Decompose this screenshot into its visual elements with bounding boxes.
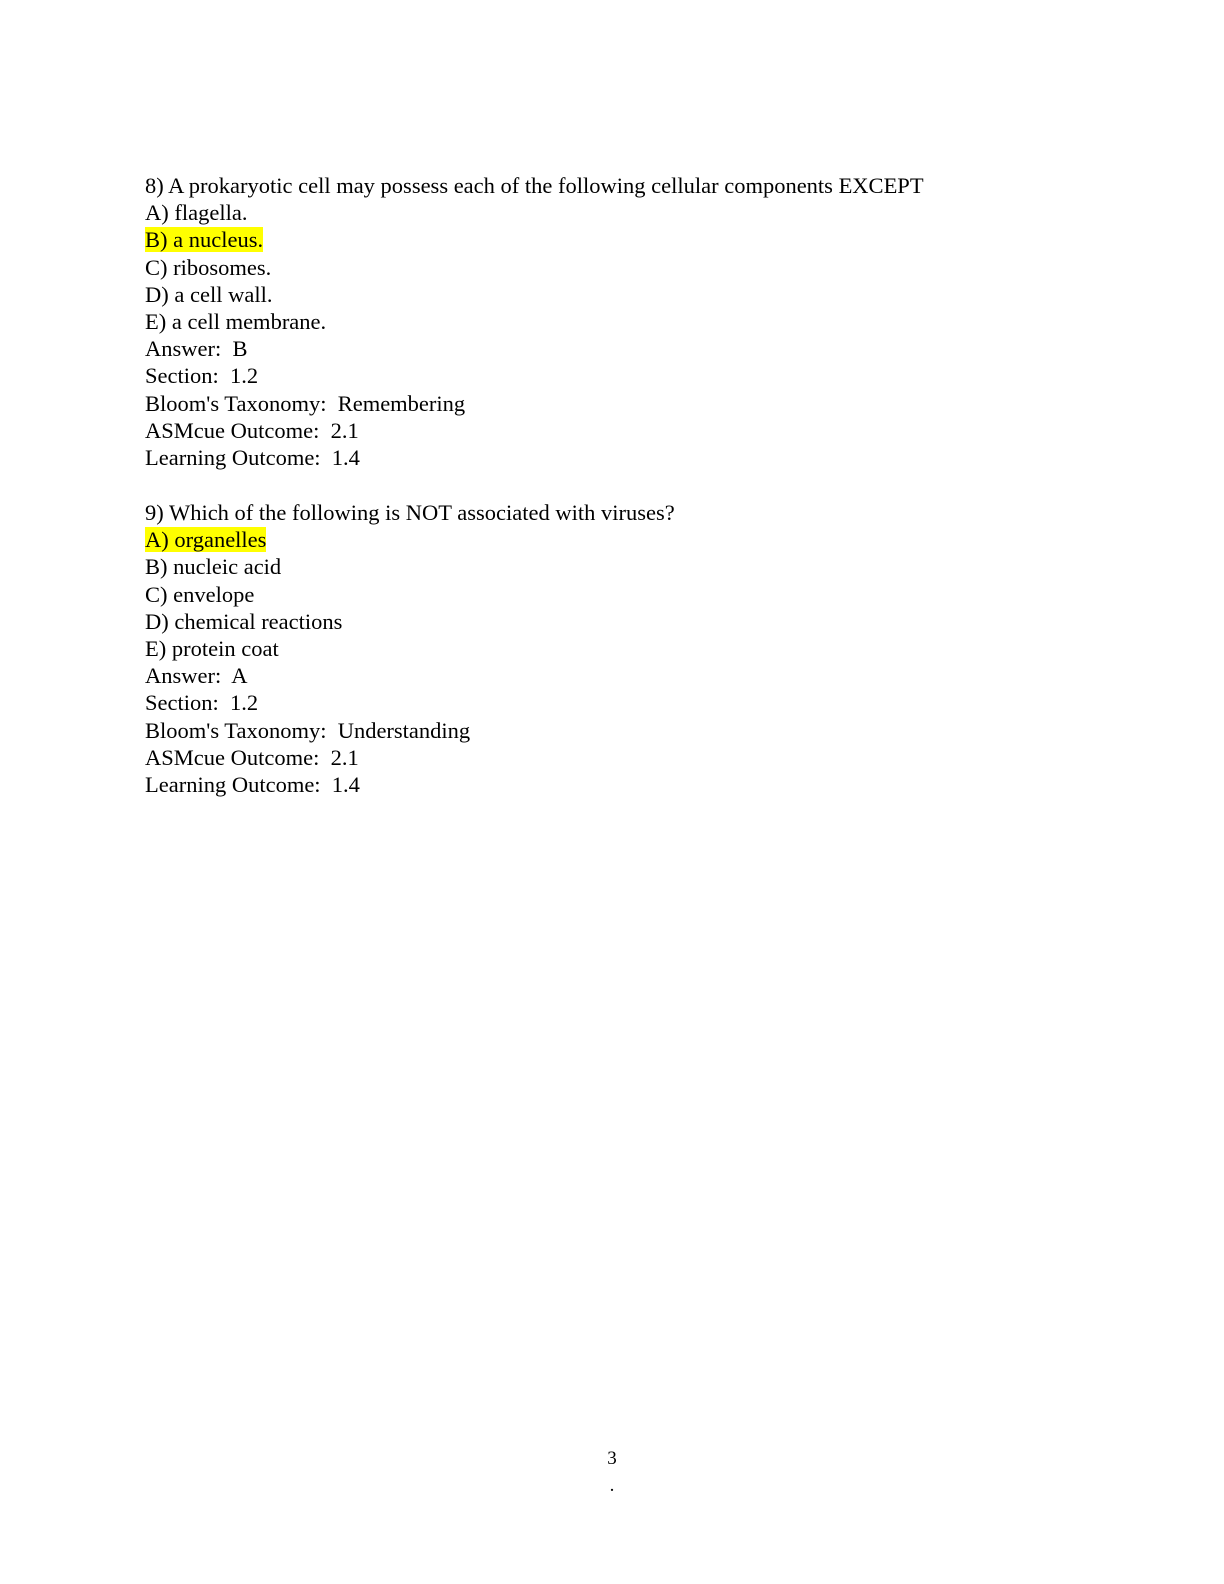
option-b — [145, 553, 675, 580]
option-text: D) chemical reactions — [145, 608, 343, 634]
footer-dot: . — [609, 1475, 615, 1496]
option-a — [145, 526, 675, 553]
answer-line: Answer: B — [145, 336, 248, 362]
option-text: C) envelope — [145, 581, 255, 607]
option-d — [145, 281, 924, 308]
option-d — [145, 608, 675, 635]
answer-line: Answer: A — [145, 663, 248, 689]
option-c — [145, 581, 675, 608]
option-a — [145, 199, 924, 226]
option-text: B) nucleic acid — [145, 554, 282, 580]
option-b — [145, 226, 924, 253]
learning-outcome-line: Learning Outcome: 1.4 — [145, 771, 360, 797]
asmcue-outcome-line: ASMcue Outcome: 2.1 — [145, 744, 359, 770]
option-text: D) a cell wall. — [145, 281, 273, 307]
page-number: 3 — [607, 1448, 617, 1469]
option-c — [145, 254, 924, 281]
question-stem: 8) A prokaryotic cell may possess each of the following cellular components EXCEPT — [145, 173, 924, 198]
option-text: E) a cell membrane. — [145, 308, 327, 334]
option-text: C) ribosomes. — [145, 254, 272, 280]
question-9 — [145, 499, 675, 798]
option-text: E) protein coat — [145, 635, 279, 661]
option-e — [145, 635, 675, 662]
blooms-taxonomy-line: Bloom's Taxonomy: Remembering — [145, 390, 466, 416]
blooms-taxonomy-line: Bloom's Taxonomy: Understanding — [145, 717, 471, 743]
learning-outcome-line: Learning Outcome: 1.4 — [145, 444, 360, 470]
option-text: A) flagella. — [145, 200, 248, 226]
section-line: Section: 1.2 — [145, 690, 259, 716]
question-stem: 9) Which of the following is NOT associated with viruses? — [145, 500, 675, 525]
option-e — [145, 308, 924, 335]
option-text-highlighted: A) organelles — [145, 527, 267, 553]
question-8 — [145, 172, 924, 471]
section-line: Section: 1.2 — [145, 363, 259, 389]
option-text-highlighted: B) a nucleus. — [145, 227, 264, 253]
asmcue-outcome-line: ASMcue Outcome: 2.1 — [145, 417, 359, 443]
